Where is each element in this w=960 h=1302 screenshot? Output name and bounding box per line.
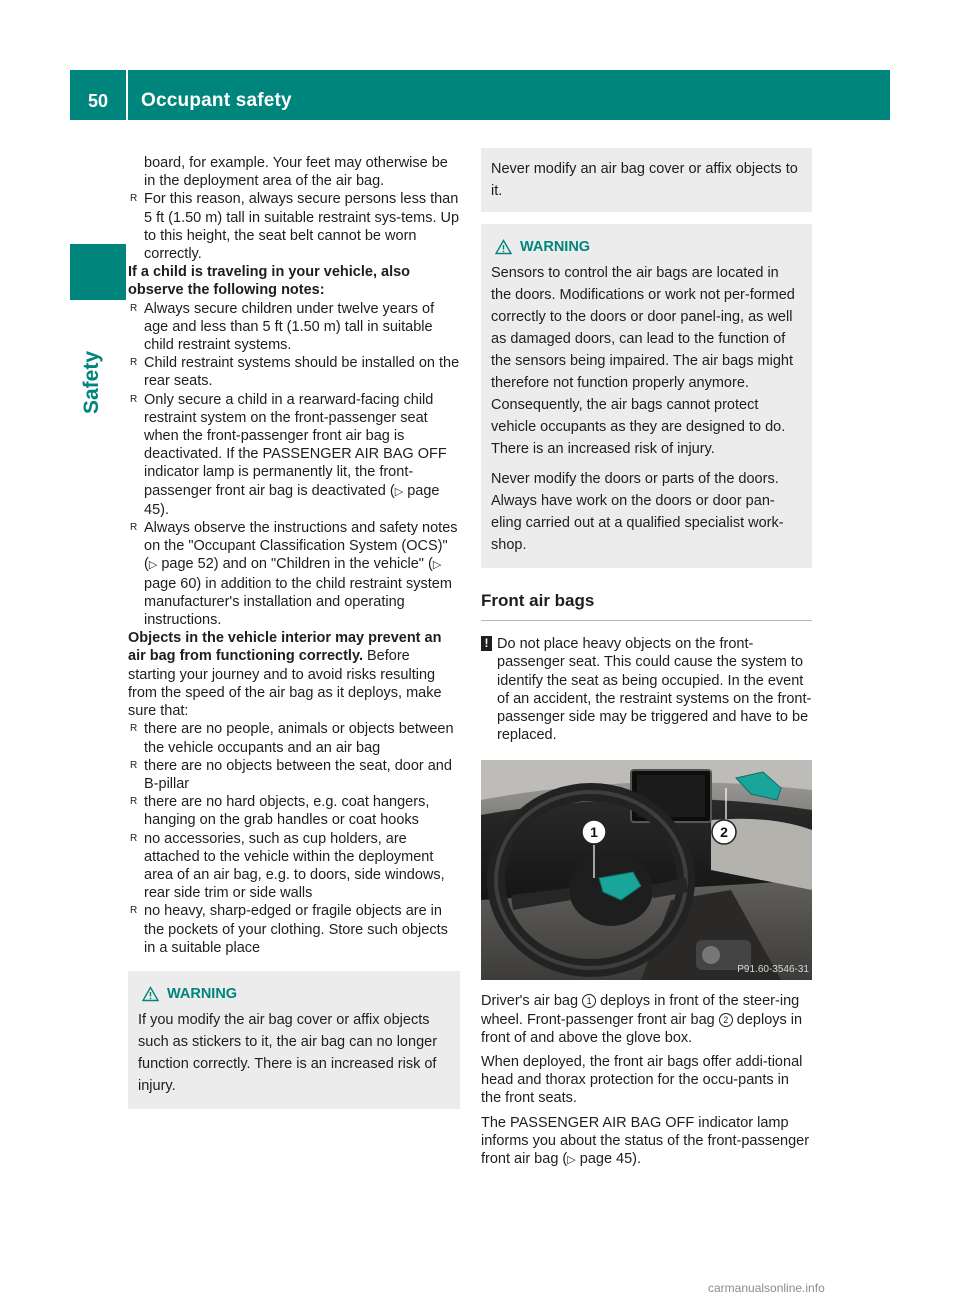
page-ref-arrow-icon: ▷ [432, 559, 442, 572]
inline-heading: Objects in the vehicle interior may prevent an air bag from functioning correctly. [128, 630, 442, 665]
page-link[interactable]: page 52) and on "Children in the vehicle" ( [161, 556, 433, 573]
list-item-text: there are no hard objects, e.g. coat hangers, hanging on the grab handles or coat hooks [144, 794, 430, 829]
list-item [128, 190, 460, 263]
page-ref-arrow-icon: ▷ [567, 1154, 576, 1167]
paragraph-text: deploys in front of and above the glove box. [481, 1011, 803, 1046]
list-item-text: Always secure children under twelve years of age and less than 5 ft (1.50 m) tall in suitable child restraint systems. [144, 300, 435, 354]
callout-1-icon: 1 [582, 994, 596, 1008]
exclamation-icon: ! [481, 636, 492, 651]
warning-header [491, 236, 802, 258]
note-text: Never modify an air bag cover or affix objects to it. [491, 161, 798, 199]
paragraph [128, 629, 460, 720]
warning-box [481, 224, 812, 568]
left-column [128, 154, 460, 1109]
bullet-icon: R [130, 905, 138, 917]
list-item [128, 902, 460, 957]
page-ref-arrow-icon: ▷ [394, 485, 404, 498]
list-item-text: there are no objects between the seat, door and B-pillar [144, 757, 452, 792]
list-item [128, 830, 460, 903]
list-item [128, 757, 460, 793]
paragraph-text: deploys in front of the steer-ing wheel. Front-passenger front air bag [481, 993, 800, 1028]
callout-2-label: 2 [720, 824, 728, 841]
right-column [481, 148, 812, 1175]
notice-text: Do not place heavy objects on the front-passenger seat. This could cause the system to identify the seat as being occupied. In the event of an accident, the restraint systems on the front-passenger side may be triggered and have to be replaced. [497, 636, 812, 744]
figure-code: P91.60-3546-31 [737, 964, 809, 976]
warning-header [138, 983, 450, 1005]
bullet-icon: R [130, 759, 138, 771]
paragraph [481, 992, 812, 1047]
list-item [128, 720, 460, 756]
list-item-text: For this reason, always secure persons less than 5 ft (1.50 m) tall in suitable restraint sys-tems. Up to this height, the seat belt cannot be worn correctly. [144, 191, 460, 263]
bullet-icon: R [130, 193, 138, 205]
subheading: If a child is traveling in your vehicle, also observe the following notes: [128, 264, 411, 299]
bullet-icon: R [130, 522, 138, 534]
section-marker [70, 244, 126, 300]
bullet-icon: R [130, 393, 138, 405]
warning-label: WARNING [520, 239, 591, 255]
warning-box [128, 971, 460, 1109]
warning-label: WARNING [167, 985, 238, 1002]
warning-text: Never modify the doors or parts of the doors. Always have work on the doors or door pan-eling carried out at a qualified specialist work-shop. [491, 471, 784, 553]
list-item-text: Always observe the instructions and safety notes on the "Occupant Classification System (OCS)" ( [144, 520, 458, 573]
bullet-icon: R [130, 832, 138, 844]
list-item [128, 300, 460, 355]
list-item-text: no heavy, sharp-edged or fragile objects are in the pockets of your clothing. Store such objects in a suitable place [144, 903, 448, 956]
bullet-icon: R [130, 302, 138, 314]
list-item [128, 793, 460, 829]
list-item-text: there are no people, animals or objects between the vehicle occupants and an air bag [144, 721, 454, 756]
list-item [128, 519, 460, 629]
bullet-icon: R [130, 357, 138, 369]
bullet-icon: R [130, 796, 138, 808]
figure-description [481, 992, 812, 1169]
page-link[interactable]: page 60) in addition to the child restraint system manufacturer's installation and operating instructions. [144, 575, 452, 629]
section-heading: Front air bags [481, 592, 812, 621]
warning-text: If you modify the air bag cover or affix objects such as stickers to it, the air bag can no longer function correctly. There is an increased risk of injury. [138, 1011, 438, 1094]
list-item-text: Child restraint systems should be installed on the rear seats. [144, 355, 460, 390]
notice [481, 635, 812, 744]
warning-triangle-icon [495, 239, 512, 255]
page-number: 50 [87, 91, 109, 111]
watermark: carmanualsonline.info [708, 1281, 825, 1295]
list-item-text: no accessories, such as cup holders, are attached to the vehicle within the deployment area of an air bag, e.g. to doors, side windows, rear side trim or side walls [144, 830, 445, 902]
dashboard-figure [481, 760, 812, 980]
header-divider [126, 70, 128, 120]
paragraph-text: Before starting your journey and to avoid risks resulting from the speed of the air bag as it deploys, make sure that: [128, 648, 442, 720]
page-title: Occupant safety [141, 90, 292, 111]
page-ref-arrow-icon: ▷ [148, 559, 158, 572]
list-item [128, 354, 460, 390]
warning-triangle-icon [142, 986, 159, 1002]
callout-1-label: 1 [590, 824, 598, 841]
paragraph: When deployed, the front air bags offer addi-tional head and thorax protection for the occu-pants in the front seats. [481, 1054, 803, 1107]
note-box [481, 148, 812, 212]
paragraph-text: Driver's air bag [481, 993, 583, 1010]
paragraph-text: The PASSENGER AIR BAG OFF indicator lamp informs you about the status of the front-passenger front air bag ( [481, 1114, 810, 1168]
paragraph [481, 1114, 812, 1170]
page-link[interactable]: page 45). [579, 1151, 642, 1168]
section-label: Safety [80, 350, 103, 414]
list-item: R Only secure a child in a rearward-facing child restraint system on the front-passenger seat when the front-passenger front air bag is deactivated. If the PASSENGER AIR BAG OFF indicator lamp is permanently lit, the front-passenger front air bag is deactivated (▷ page 45). [130, 391, 447, 518]
bullet-icon: R [130, 723, 138, 735]
callout-2-icon: 2 [719, 1013, 733, 1027]
continued-text: board, for example. Your feet may otherwise be in the deployment area of the air bag. [144, 155, 448, 190]
list-item-text: Only secure a child in a rearward-facing child restraint system on the front-passenger seat when the front-passenger front air bag is deactivated. If the PASSENGER AIR BAG OFF indicator lamp is permanently lit, the front-passenger front air bag is deactivated [144, 391, 447, 499]
page-link[interactable]: page 45). [144, 482, 440, 518]
dashboard-illustration [481, 760, 812, 980]
warning-text: Sensors to control the air bags are located in the doors. Modifications or work not per-formed correctly to the doors or door panel-ing, as well as damaged doors, can lead to the function of the sensors being impaired. The air bags might therefore not function properly anymore. Consequently, the air bags cannot protect vehicle occupants as they are designed to do. There is an increased risk of injury. [491, 265, 795, 457]
